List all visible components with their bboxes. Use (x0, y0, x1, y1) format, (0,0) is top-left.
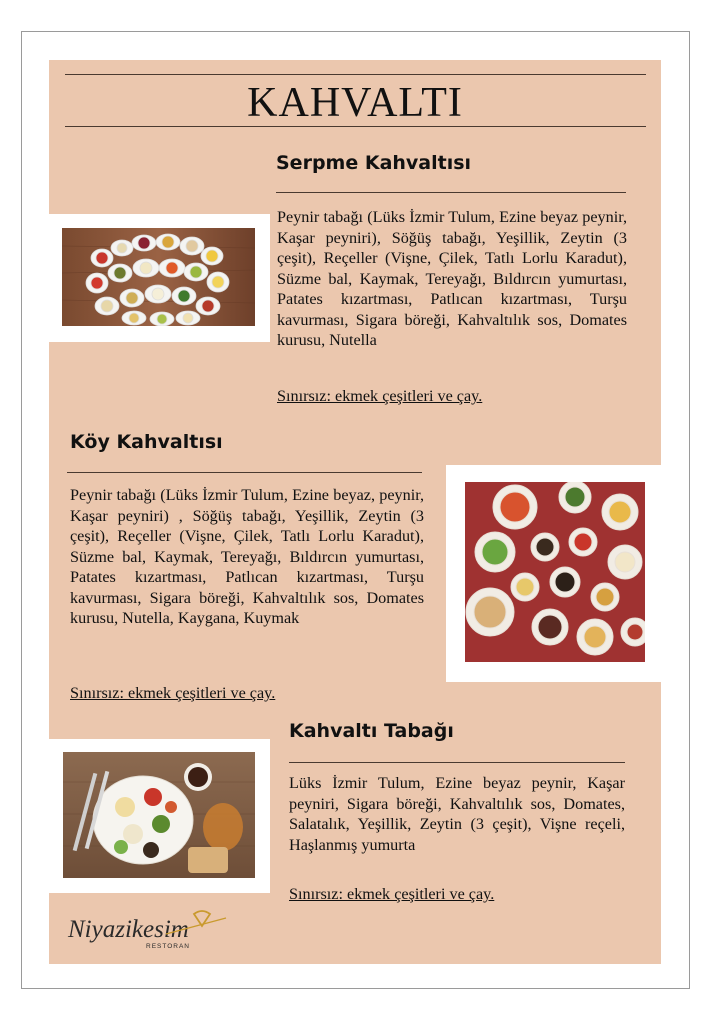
section-unlimited-koy: Sınırsız: ekmek çeşitleri ve çay. (70, 684, 276, 702)
logo-name: Niyazikesim (68, 916, 189, 943)
section-unlimited-serpme: Sınırsız: ekmek çeşitleri ve çay. (277, 387, 483, 405)
koy-breakfast-photo (465, 482, 645, 662)
title-top-rule (65, 74, 646, 75)
section-rule-serpme (276, 192, 626, 193)
section-unlimited-tabak: Sınırsız: ekmek çeşitleri ve çay. (289, 885, 495, 903)
restaurant-logo (66, 904, 236, 954)
section-items-tabak: Lüks İzmir Tulum, Ezine beyaz peynir, Kaşar peyniri, Sigara böreği, Kahvaltılık sos, Domates, Salatalık, Yeşillik, Zeytin (3 çeşit), Vişne reçeli, Haşlanmış yumurta (289, 774, 625, 854)
serpme-breakfast-photo (62, 228, 255, 326)
section-title-koy: Köy Kahvaltısı (70, 431, 223, 453)
section-items-serpme: Peynir tabağı (Lüks İzmir Tulum, Ezine beyaz peynir, Kaşar peyniri), Söğüş tabağı, Yeşillik, Zeytin (3 çeşit), Reçeller (Vişne, Çilek, Tatlı Lorlu Karadut), Süzme bal, Kaymak, Tereyağı, Bıldırcın yumurtası, Patates kızartması, Patlıcan kızartması, Turşu kavurması, Sigara böreği, Kahvaltılık sos, Domates kurusu, Nutella (277, 208, 627, 349)
section-items-koy: Peynir tabağı (Lüks İzmir Tulum, Ezine beyaz, peynir, Kaşar peyniri) , Söğüş tabağı, Yeşillik, Zeytin (3 çeşit), Reçeller (Vişne, Çilek, Tatlı Lorlu Karadut), Süzme bal, Kaymak, Tereyağı, Bıldırcın yumurtası, Patates kızartması, Patlıcan kızartması, Turşu kavurması, Sigara böreği, Kahvaltılık sos, Domates kurusu, Nutella, Kaygana, Kuymak (70, 486, 424, 627)
section-title-serpme: Serpme Kahvaltısı (276, 152, 472, 174)
logo-subtitle: RESTORAN (146, 943, 190, 950)
photo-frame-koy (446, 465, 661, 682)
section-rule-koy (67, 472, 422, 473)
page-title: KAHVALTI (247, 80, 463, 126)
photo-frame-tabak (49, 739, 270, 893)
section-title-tabak: Kahvaltı Tabağı (289, 720, 454, 742)
tabak-breakfast-photo (63, 752, 255, 878)
logo-mark-icon (194, 911, 210, 926)
section-rule-tabak (289, 762, 625, 763)
photo-frame-serpme (49, 214, 270, 342)
title-bottom-rule (65, 126, 646, 127)
